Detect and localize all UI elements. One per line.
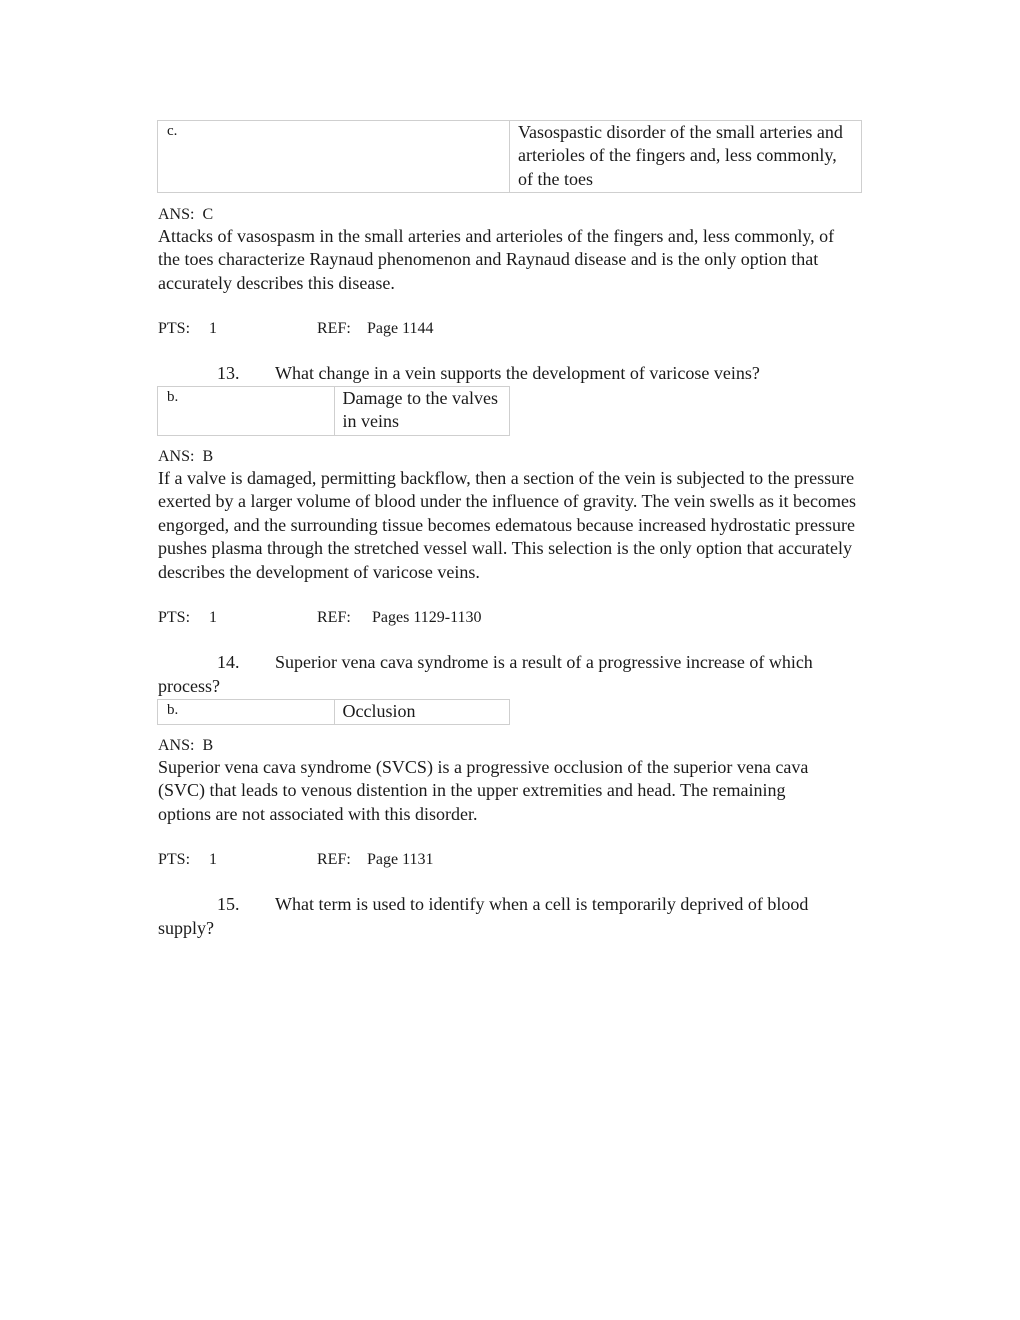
ref-label: REF: xyxy=(317,851,351,868)
ans-value: C xyxy=(202,206,214,223)
answer-line xyxy=(158,206,213,224)
question-number: 13. xyxy=(217,363,240,383)
rationale-text: Superior vena cava syndrome (SVCS) is a progressive occlusion of the superior vena cava (SVC) that leads to venous distention in the upper extremities and head. The remaining options are not associated with this disorder. xyxy=(158,757,809,824)
ans-label: ANS: xyxy=(158,206,195,223)
option-letter: b. xyxy=(158,700,335,725)
option-text: Damage to the valves in veins xyxy=(334,387,510,436)
question-text: What term is used to identify when a cell is temporarily deprived of blood xyxy=(275,894,809,914)
question-text-continued: supply? xyxy=(158,918,214,938)
pts-label: PTS: xyxy=(158,851,191,868)
question-text: Superior vena cava syndrome is a result of a progressive increase of which xyxy=(275,652,813,672)
pts-label: PTS: xyxy=(158,609,191,626)
ref-value: Page 1144 xyxy=(367,320,434,337)
pts-value: 1 xyxy=(209,609,217,626)
pts-label: PTS: xyxy=(158,320,191,337)
ref-label: REF: xyxy=(317,320,351,337)
question-text: What change in a vein supports the development of varicose veins? xyxy=(275,363,760,383)
ref-value: Pages 1129-1130 xyxy=(372,609,482,626)
pts-value: 1 xyxy=(209,320,217,337)
option-letter: c. xyxy=(158,121,510,193)
question-number: 14. xyxy=(217,652,240,672)
ref-label: REF: xyxy=(317,609,351,626)
pts-value: 1 xyxy=(209,851,217,868)
ans-label: ANS: xyxy=(158,737,195,754)
rationale-text: Attacks of vasospasm in the small arteries and arterioles of the fingers and, less commonly, of the toes characterize Raynaud phenomenon and Raynaud disease and is the only option that accurately describes this disease. xyxy=(158,226,835,293)
ans-value: B xyxy=(202,737,214,754)
ans-value: B xyxy=(202,448,214,465)
option-text: Vasospastic disorder of the small arteries and arterioles of the fingers and, less commonly, of the toes xyxy=(510,121,862,193)
question-number: 15. xyxy=(217,894,240,914)
option-letter: b. xyxy=(158,387,335,436)
rationale-text: If a valve is damaged, permitting backflow, then a section of the vein is subjected to the pressure exerted by a larger volume of blood under the influence of gravity. The vein swells as it becomes engorged, and the surrounding tissue becomes edematous because increased hydrostatic pressure pushes plasma through the stretched vessel wall. This selection is the only option that accurately describes the development of varicose veins. xyxy=(158,468,856,582)
answer-option-table xyxy=(157,386,510,436)
answer-option-table xyxy=(157,120,862,193)
option-text: Occlusion xyxy=(334,700,510,725)
ref-value: Page 1131 xyxy=(367,851,434,868)
ans-label: ANS: xyxy=(158,448,195,465)
answer-line xyxy=(158,737,213,755)
answer-option-table xyxy=(157,699,510,725)
question-text-continued: process? xyxy=(158,676,220,696)
answer-line xyxy=(158,448,213,466)
